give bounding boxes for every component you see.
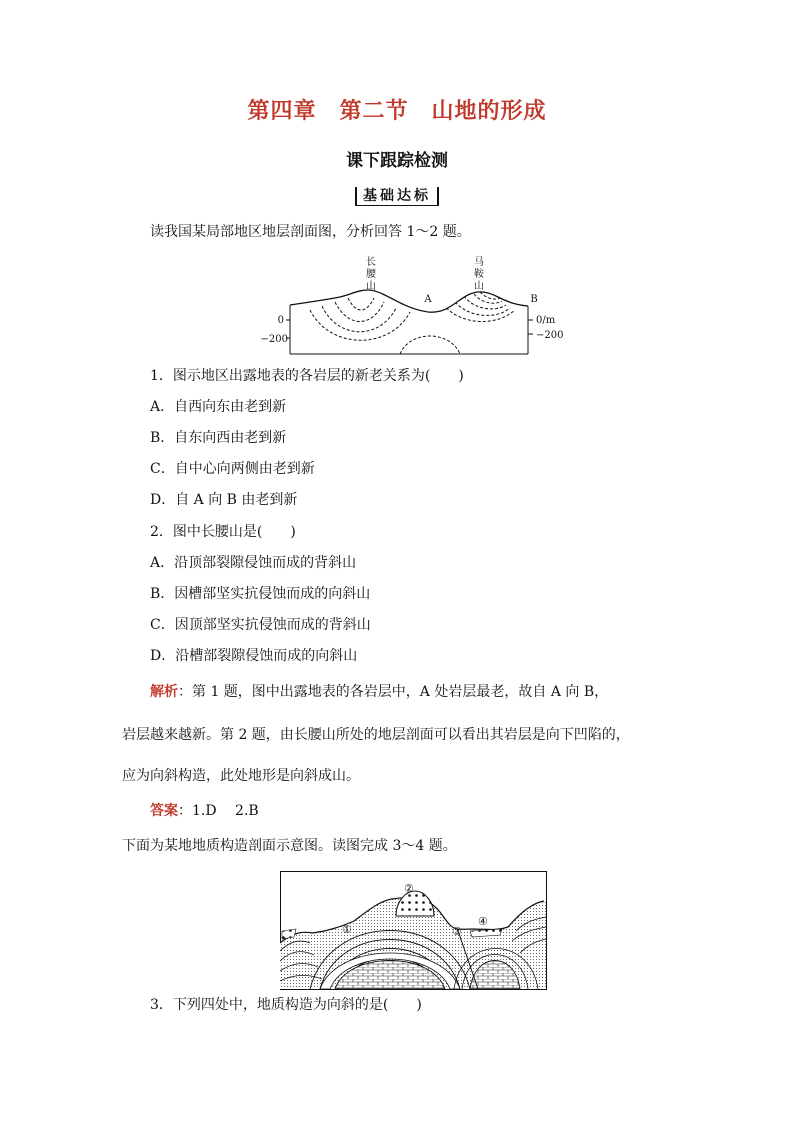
- question-2-option-d: D．沿槽部裂隙侵蚀而成的向斜山: [150, 648, 358, 664]
- badge-container: [0, 185, 794, 206]
- label-maan-3: 山: [474, 281, 484, 292]
- level-badge: 基础达标: [355, 187, 439, 206]
- marker-4: ④: [478, 915, 488, 928]
- label-zero-right: 0/m: [536, 315, 556, 326]
- label-changyao-3: 山: [366, 281, 376, 292]
- chapter-title: 第四章 第二节 山地的形成: [247, 98, 547, 124]
- analysis-line-1: [150, 682, 608, 702]
- label-changyao-1: 长: [366, 257, 376, 268]
- dashed-strata: [310, 292, 515, 354]
- label-maan-1: 马: [474, 257, 484, 268]
- question-1-option-b: B．自东向西由老到新: [150, 430, 287, 446]
- analysis-line-2: 岩层越来越新。第 2 题，由长腰山所处的地层剖面可以看出其岩层是向下凹陷的，: [122, 727, 630, 743]
- intro-text-2: 下面为某地地质构造剖面示意图。读图完成 3～4 题。: [122, 838, 457, 854]
- question-1-option-a: A．自西向东由老到新: [150, 399, 287, 415]
- question-3-stem: 3．下列四处中，地质构造为向斜的是( ): [150, 997, 422, 1013]
- answer-text: ：1.D 2.B: [178, 803, 259, 819]
- label-minus200-left: −200: [260, 334, 288, 345]
- analysis-text-1: ：第 1 题，图中出露地表的各岩层中，A 处岩层最老，故自 A 向 B，: [178, 684, 609, 700]
- question-2-option-b: B．因槽部坚实抗侵蚀而成的向斜山: [150, 586, 371, 602]
- answer-line: [150, 801, 259, 821]
- marker-1: ①: [342, 923, 352, 936]
- label-point-a: A: [424, 294, 432, 305]
- question-2-option-a: A．沿顶部裂隙侵蚀而成的背斜山: [150, 555, 357, 571]
- label-zero-left: 0: [277, 315, 284, 326]
- figure-geological-structure: [280, 871, 547, 990]
- question-1-option-d: D．自 A 向 B 由老到新: [150, 492, 298, 508]
- marker-3: ③: [452, 925, 462, 938]
- section-subtitle: 课下跟踪检测: [346, 151, 448, 171]
- marker-2: ②: [404, 882, 414, 895]
- label-changyao-2: 腰: [366, 269, 376, 280]
- label-minus200-right: −200: [536, 330, 564, 341]
- analysis-line-3: 应为向斜构造，此处地形是向斜成山。: [122, 768, 360, 784]
- label-maan-2: 鞍: [474, 269, 484, 280]
- question-2-stem: 2．图中长腰山是( ): [150, 524, 296, 540]
- figure-stratigraphic-section: [260, 250, 570, 358]
- answer-label: 答案: [150, 803, 178, 819]
- intro-text-1: 读我国某局部地区地层剖面图，分析回答 1～2 题。: [150, 224, 471, 240]
- question-2-option-c: C．因顶部坚实抗侵蚀而成的背斜山: [150, 617, 371, 633]
- analysis-label: 解析: [150, 684, 178, 700]
- question-1-option-c: C．自中心向两侧由老到新: [150, 461, 315, 477]
- question-1-stem: 1．图示地区出露地表的各岩层的新老关系为( ): [150, 368, 464, 384]
- label-point-b: B: [530, 294, 538, 305]
